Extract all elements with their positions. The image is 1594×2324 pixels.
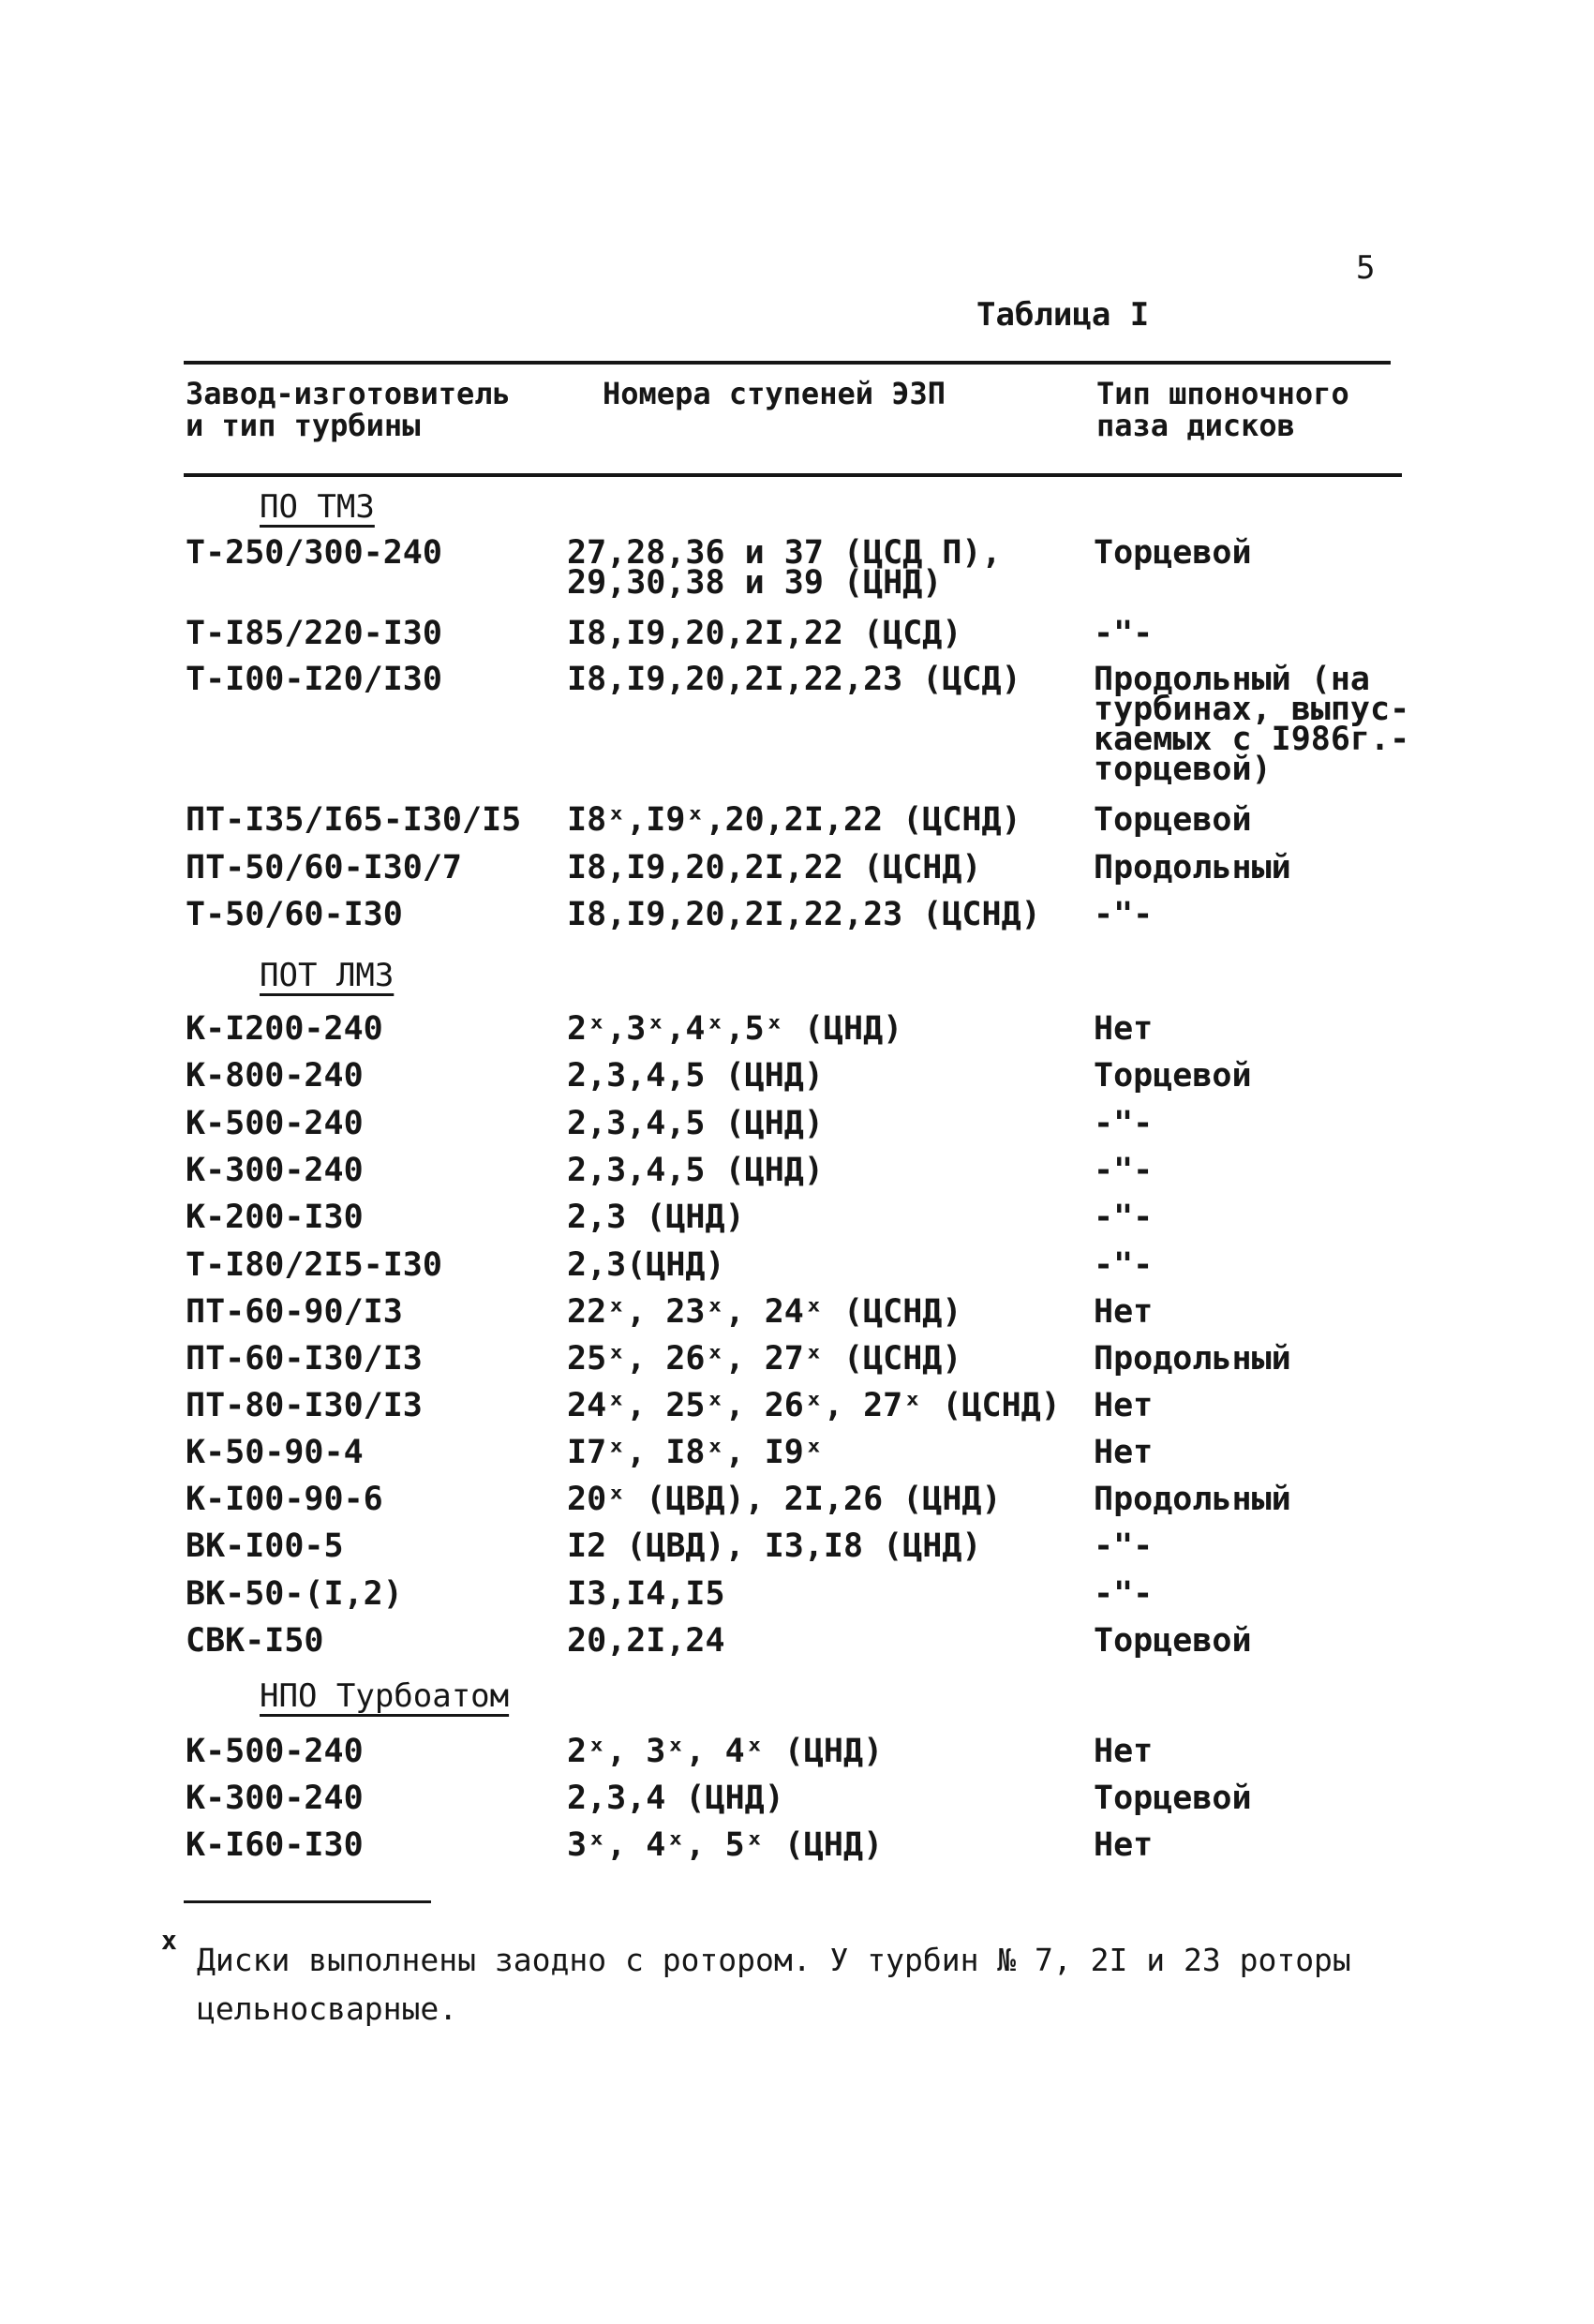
keyway-type: -"- — [1094, 896, 1154, 933]
keyway-type: -"- — [1094, 1152, 1154, 1189]
keyway-type: Нет — [1094, 1733, 1154, 1770]
stage-numbers: I8,I9,20,2I,22,23 (ЦСНД) — [567, 896, 1041, 933]
header-col-manufacturer: Завод-изготовитель и тип турбины — [186, 376, 511, 443]
turbine-type: Т-50/60-I30 — [186, 896, 403, 933]
turbine-type: Т-250/300-240 — [186, 534, 442, 572]
stage-numbers: I8ˣ,I9ˣ,20,2I,22 (ЦСНД) — [567, 801, 1021, 839]
group-title: ПОТ ЛМЗ — [260, 957, 395, 994]
stage-numbers: 2ˣ, 3ˣ, 4ˣ (ЦНД) — [567, 1733, 884, 1770]
keyway-type: Продольный — [1094, 1340, 1291, 1378]
turbine-type: К-500-240 — [186, 1105, 364, 1142]
page-number: 5 — [1356, 249, 1376, 287]
keyway-type: Продольный (на турбинах, выпус- каемых с I986г.- торцевой) — [1094, 661, 1410, 788]
keyway-type: -"- — [1094, 1199, 1154, 1236]
keyway-type: -"- — [1094, 1105, 1154, 1142]
stage-numbers: 2,3,4,5 (ЦНД) — [567, 1105, 824, 1142]
stage-numbers: 22ˣ, 23ˣ, 24ˣ (ЦСНД) — [567, 1293, 962, 1331]
stage-numbers: 27,28,36 и 37 (ЦСД П), 29,30,38 и 39 (ЦНД) — [567, 534, 1002, 602]
stage-numbers: 20,2I,24 — [567, 1622, 725, 1660]
turbine-type: ВК-50-(I,2) — [186, 1575, 403, 1613]
turbine-type: ПТ-60-90/I3 — [186, 1293, 403, 1331]
keyway-type: Нет — [1094, 1387, 1154, 1424]
turbine-type: Т-I00-I20/I30 — [186, 661, 442, 698]
turbine-type: К-300-240 — [186, 1152, 364, 1189]
turbine-type: ВК-I00-5 — [186, 1527, 344, 1565]
group-title: ПО ТМЗ — [260, 488, 375, 526]
stage-numbers: 2,3 (ЦНД) — [567, 1199, 745, 1236]
header-col-stages: Номера ступеней ЭЗП — [603, 376, 946, 411]
turbine-type: ПТ-80-I30/I3 — [186, 1387, 423, 1424]
keyway-type: Нет — [1094, 1293, 1154, 1331]
stage-numbers: 2,3,4,5 (ЦНД) — [567, 1152, 824, 1189]
group-title: НПО Турбоатом — [260, 1677, 510, 1715]
turbine-type: ПТ-I35/I65-I30/I5 — [186, 801, 522, 839]
turbine-type: К-300-240 — [186, 1780, 364, 1817]
header-col-keyway: Тип шпоночного паза дисков — [1096, 376, 1349, 443]
turbine-type: ПТ-60-I30/I3 — [186, 1340, 423, 1378]
stage-numbers: I3,I4,I5 — [567, 1575, 725, 1613]
footnote-rule — [184, 1900, 431, 1903]
keyway-type: Торцевой — [1094, 1057, 1252, 1095]
keyway-type: Продольный — [1094, 1481, 1291, 1518]
keyway-type: Продольный — [1094, 849, 1291, 886]
turbine-type: К-500-240 — [186, 1733, 364, 1770]
stage-numbers: 24ˣ, 25ˣ, 26ˣ, 27ˣ (ЦСНД) — [567, 1387, 1061, 1424]
turbine-type: К-I200-240 — [186, 1010, 383, 1048]
stage-numbers: 25ˣ, 26ˣ, 27ˣ (ЦСНД) — [567, 1340, 962, 1378]
stage-numbers: I8,I9,20,2I,22 (ЦСНД) — [567, 849, 982, 886]
keyway-type: Нет — [1094, 1434, 1154, 1471]
stage-numbers: I2 (ЦВД), I3,I8 (ЦНД) — [567, 1527, 982, 1565]
keyway-type: -"- — [1094, 1527, 1154, 1565]
stage-numbers: I7ˣ, I8ˣ, I9ˣ — [567, 1434, 824, 1471]
stage-numbers: 2,3,4,5 (ЦНД) — [567, 1057, 824, 1095]
turbine-type: К-I60-I30 — [186, 1826, 364, 1864]
table-top-rule — [184, 361, 1391, 365]
keyway-type: Торцевой — [1094, 801, 1252, 839]
turbine-type: К-800-240 — [186, 1057, 364, 1095]
turbine-type: СВК-I50 — [186, 1622, 324, 1660]
turbine-type: Т-I80/2I5-I30 — [186, 1246, 442, 1284]
turbine-type: К-200-I30 — [186, 1199, 364, 1236]
stage-numbers: 2,3,4 (ЦНД) — [567, 1780, 784, 1817]
keyway-type: Торцевой — [1094, 1780, 1252, 1817]
footnote-text: Диски выполнены заодно с ротором. У турбин № 7, 2I и 23 роторы цельносварные. — [197, 1942, 1351, 2027]
header-bottom-rule — [184, 473, 1402, 477]
turbine-type: К-50-90-4 — [186, 1434, 364, 1471]
stage-numbers: I8,I9,20,2I,22 (ЦСД) — [567, 615, 962, 652]
keyway-type: Торцевой — [1094, 1622, 1252, 1660]
keyway-type: Нет — [1094, 1826, 1154, 1864]
stage-numbers: 3ˣ, 4ˣ, 5ˣ (ЦНД) — [567, 1826, 884, 1864]
stage-numbers: 2ˣ,3ˣ,4ˣ,5ˣ (ЦНД) — [567, 1010, 903, 1048]
stage-numbers: 20ˣ (ЦВД), 2I,26 (ЦНД) — [567, 1481, 1002, 1518]
keyway-type: -"- — [1094, 1575, 1154, 1613]
stage-numbers: 2,3(ЦНД) — [567, 1246, 725, 1284]
keyway-type: Торцевой — [1094, 534, 1252, 572]
turbine-type: К-I00-90-6 — [186, 1481, 383, 1518]
footnote-mark: x — [161, 1925, 177, 1956]
turbine-type: ПТ-50/60-I30/7 — [186, 849, 463, 886]
table-title: Таблица I — [976, 296, 1150, 334]
turbine-type: Т-I85/220-I30 — [186, 615, 442, 652]
keyway-type: -"- — [1094, 1246, 1154, 1284]
keyway-type: Нет — [1094, 1010, 1154, 1048]
stage-numbers: I8,I9,20,2I,22,23 (ЦСД) — [567, 661, 1021, 698]
keyway-type: -"- — [1094, 615, 1154, 652]
